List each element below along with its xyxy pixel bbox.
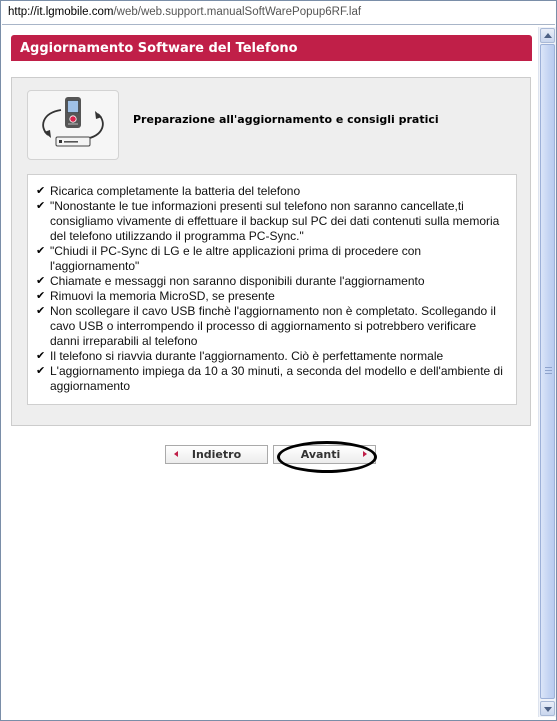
checkmark-icon: ✔ [36, 275, 46, 287]
scroll-up-button[interactable] [540, 28, 555, 43]
grip-line [545, 373, 552, 374]
checkmark-icon: ✔ [36, 305, 46, 317]
content-panel [11, 77, 531, 426]
list-item [28, 289, 516, 304]
back-button-label: Indietro [191, 448, 242, 461]
section-heading: Preparazione all'aggiornamento e consigli pratici [133, 113, 439, 126]
list-item [28, 364, 516, 394]
tip-text: "Nonostante le tue informazioni presenti sul telefono non saranno cancellate,ti consigliamo vivamente di effettuare il backup sul PC dei dati contenuti sulla memoria del telefono utilizzando il programma PC-Sync." [50, 199, 500, 243]
phone-sync-illustration [28, 91, 118, 159]
list-item [28, 349, 516, 364]
checkmark-icon: ✔ [36, 245, 46, 257]
next-button-label: Avanti [300, 448, 341, 461]
tip-text: Rimuovi la memoria MicroSD, se presente [50, 289, 275, 303]
address-bar[interactable] [2, 2, 555, 25]
checkmark-icon: ✔ [36, 365, 46, 377]
grip-line [545, 370, 552, 371]
list-item [28, 304, 516, 349]
checkmark-icon: ✔ [36, 200, 46, 212]
back-button[interactable] [165, 445, 268, 464]
checkmark-icon: ✔ [36, 350, 46, 362]
url-host: http://it.lgmobile.com [8, 6, 114, 18]
tip-text: Non scollegare il cavo USB finchè l'aggiornamento non è completato. Scollegando il cavo USB o interrompendo il processo di aggiornamento si potrebbero verificare danni irreparabili al telefono [50, 304, 496, 348]
list-item [28, 199, 516, 244]
tips-list [28, 175, 516, 394]
list-item [28, 274, 516, 289]
checkmark-icon: ✔ [36, 185, 46, 197]
tip-text: L'aggiornamento impiega da 10 a 30 minuti, a seconda del modello e dell'ambiente di aggiornamento [50, 364, 503, 393]
next-button[interactable] [273, 445, 376, 464]
list-item [28, 244, 516, 274]
scroll-down-button[interactable] [540, 701, 555, 716]
tip-text: Ricarica completamente la batteria del telefono [50, 184, 301, 198]
tip-text: Il telefono si riavvia durante l'aggiornamento. Ciò è perfettamente normale [50, 349, 444, 363]
page-title: Aggiornamento Software del Telefono [20, 41, 298, 56]
phone-sync-icon [27, 90, 119, 160]
list-item [28, 184, 516, 199]
url-path: /web/web.support.manualSoftWarePopup6RF.laf [113, 6, 362, 18]
checkmark-icon: ✔ [36, 290, 46, 302]
tips-list-box [27, 174, 517, 405]
arrow-down-icon [544, 707, 552, 712]
tip-text: Chiamate e messaggi non saranno disponibili durante l'aggiornamento [50, 274, 425, 288]
tip-text: "Chiudi il PC-Sync di LG e le altre applicazioni prima di procedere con l'aggiornamento" [50, 244, 422, 273]
grip-line [545, 367, 552, 368]
scroll-thumb[interactable] [540, 44, 555, 699]
vertical-scrollbar[interactable] [538, 27, 556, 717]
url-text [8, 6, 361, 18]
page-title-bar [11, 35, 532, 61]
arrow-up-icon [544, 33, 552, 38]
